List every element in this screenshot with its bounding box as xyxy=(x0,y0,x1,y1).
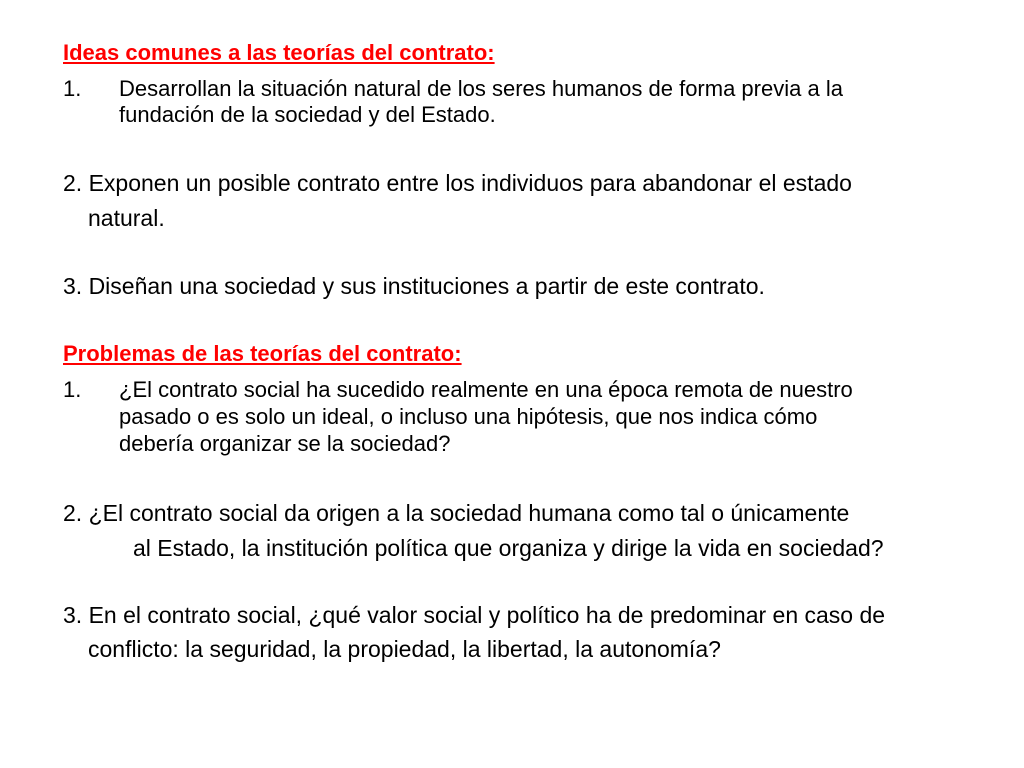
section2-item3-line1: 3. En el contrato social, ¿qué valor social y político ha de predominar en caso de xyxy=(63,602,886,628)
section1-item2-line1: 2. Exponen un posible contrato entre los individuos para abandonar el estado xyxy=(63,170,852,196)
section2-item2-line2: al Estado, la institución política que organiza y dirige la vida en sociedad? xyxy=(133,535,884,561)
section2-item2-line1: 2. ¿El contrato social da origen a la sociedad humana como tal o únicamente xyxy=(63,500,850,526)
section2-item1-number: 1. xyxy=(63,377,82,402)
section2-heading: Problemas de las teorías del contrato: xyxy=(63,341,462,366)
section2-item1-line2: pasado o es solo un ideal, o incluso una hipótesis, que nos indica cómo xyxy=(119,404,818,429)
section2-item1-line1: ¿El contrato social ha sucedido realmente en una época remota de nuestro xyxy=(119,377,853,402)
section1-item2-line2: natural. xyxy=(88,205,165,231)
section2-item1-line3: debería organizar se la sociedad? xyxy=(119,431,451,456)
section1-item1-line1: Desarrollan la situación natural de los seres humanos de forma previa a la xyxy=(119,76,843,101)
section1-heading: Ideas comunes a las teorías del contrato: xyxy=(63,40,495,65)
section2-item3-line2: conflicto: la seguridad, la propiedad, la libertad, la autonomía? xyxy=(88,636,721,662)
section1-item1-line2: fundación de la sociedad y del Estado. xyxy=(119,102,496,127)
section1-item1-number: 1. xyxy=(63,76,82,101)
section1-item3-line1: 3. Diseñan una sociedad y sus instituciones a partir de este contrato. xyxy=(63,273,765,299)
